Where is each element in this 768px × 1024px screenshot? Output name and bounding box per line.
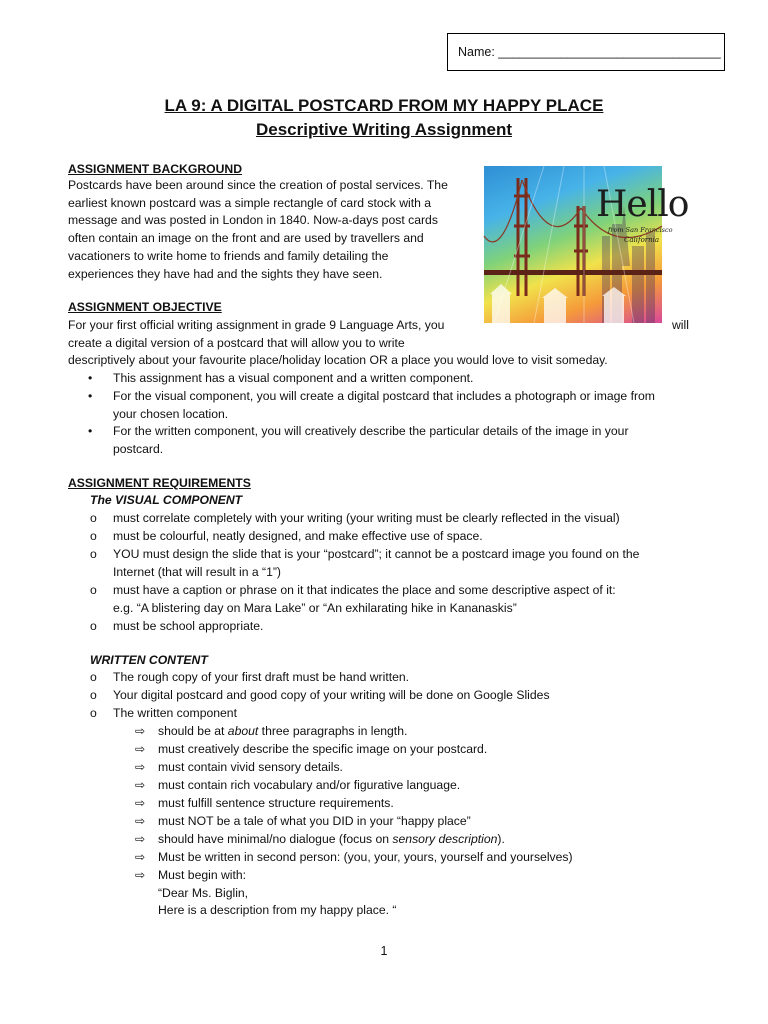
arrow-item-text: Must be written in second person: (you, your, yours, yourself and yourselves)	[158, 850, 573, 864]
circle-marker: o	[90, 688, 97, 702]
arrow-item-text: “Dear Ms. Biglin,	[158, 885, 249, 900]
bullet-text: postcard.	[113, 441, 164, 456]
arrow-icon: ⇨	[135, 796, 146, 810]
arrow-item-emphasis: about	[227, 724, 259, 738]
bullet-text: For the visual component, you will create a digital postcard that includes a photograph or image from	[113, 389, 655, 403]
background-line: message and was posted in London in 1840. Now-a-days post cards	[68, 213, 438, 228]
objective-line: For your first official writing assignment in grade 9 Language Arts, you	[68, 318, 445, 332]
postcard-hello-text: Hello	[596, 184, 689, 225]
visual-item-text: must be colourful, neatly designed, and make effective use of space.	[113, 529, 483, 543]
visual-component-heading: The VISUAL COMPONENT	[90, 493, 243, 507]
visual-item-text: e.g. “A blistering day on Mara Lake” or “An exhilarating hike in Kananaskis”	[113, 600, 517, 615]
bullet-marker: •	[88, 389, 93, 403]
circle-marker: o	[90, 511, 97, 525]
page-number: 1	[380, 944, 388, 958]
arrow-item-part: three paragraphs in length.	[258, 724, 408, 738]
arrow-item-text	[158, 723, 407, 741]
arrow-item-text: must creatively describe the specific image on your postcard.	[158, 742, 488, 756]
background-line: Postcards have been around since the creation of postal services. The	[68, 178, 448, 192]
written-item-text: The rough copy of your first draft must be hand written.	[113, 670, 410, 684]
arrow-icon: ⇨	[135, 832, 146, 846]
visual-item-text: YOU must design the slide that is your “postcard”; it cannot be a postcard image you found on the	[113, 547, 640, 561]
bullet-marker: •	[88, 424, 93, 438]
bullet-text: This assignment has a visual component and a written component.	[113, 371, 474, 385]
background-line: vacationers to write home to friends and family detailing the	[68, 248, 389, 263]
postcard-image	[484, 166, 689, 323]
arrow-item-part: ).	[497, 832, 505, 846]
arrow-item-text: Must begin with:	[158, 868, 247, 882]
written-content-heading: WRITTEN CONTENT	[90, 653, 208, 667]
arrow-item-text: must NOT be a tale of what you DID in your “happy place”	[158, 814, 471, 828]
requirements-heading: ASSIGNMENT REQUIREMENTS	[68, 476, 251, 490]
arrow-icon: ⇨	[135, 850, 146, 864]
background-line: experiences they have had and the sights they have seen.	[68, 266, 383, 281]
arrow-item-part: should be at	[158, 724, 228, 738]
background-line: often contain an image on the front and are used by travellers and	[68, 231, 424, 246]
visual-item-text: must correlate completely with your writing (your writing must be clearly reflected in the visual)	[113, 511, 620, 525]
bullet-text: For the written component, you will creatively describe the particular details of the image in your	[113, 424, 629, 438]
arrow-item-text: must contain vivid sensory details.	[158, 760, 343, 774]
arrow-icon: ⇨	[135, 814, 146, 828]
arrow-item-emphasis: sensory description	[392, 832, 498, 846]
page-title: LA 9: A DIGITAL POSTCARD FROM MY HAPPY PLACE	[164, 96, 604, 115]
circle-marker: o	[90, 529, 97, 543]
objective-line: create a digital version of a postcard that will allow you to write	[68, 335, 405, 350]
arrow-icon: ⇨	[135, 742, 146, 756]
visual-item-text: Internet (that will result in a “1”)	[113, 564, 281, 579]
objective-heading: ASSIGNMENT OBJECTIVE	[68, 300, 222, 314]
written-item-text: Your digital postcard and good copy of your writing will be done on Google Slides	[113, 688, 550, 702]
circle-marker: o	[90, 547, 97, 561]
objective-paragraph	[68, 317, 694, 370]
circle-marker: o	[90, 619, 97, 633]
postcard-small-text: from San Francisco	[608, 226, 673, 234]
postcard-small-text: California	[624, 236, 660, 244]
arrow-item-text: Here is a description from my happy place. “	[158, 903, 397, 918]
circle-marker: o	[90, 670, 97, 684]
arrow-item-text	[158, 831, 505, 849]
visual-item-text: must have a caption or phrase on it that indicates the place and some descriptive aspect of it:	[113, 583, 616, 597]
arrow-item-text: must contain rich vocabulary and/or figurative language.	[158, 778, 461, 792]
background-heading: ASSIGNMENT BACKGROUND	[68, 162, 243, 176]
background-paragraph	[68, 177, 468, 283]
objective-line-end: will	[672, 318, 689, 332]
arrow-icon: ⇨	[135, 760, 146, 774]
arrow-icon: ⇨	[135, 724, 146, 738]
circle-marker: o	[90, 706, 97, 720]
visual-item-text: must be school appropriate.	[113, 619, 264, 633]
background-line: earliest known postcard was a simple rectangle of card stock with a	[68, 195, 432, 210]
arrow-icon: ⇨	[135, 868, 146, 882]
written-item-text: The written component	[113, 706, 237, 720]
circle-marker: o	[90, 583, 97, 597]
bullet-text: your chosen location.	[113, 406, 229, 421]
name-field-box[interactable]: Name: ________________________________	[447, 33, 725, 71]
arrow-item-text: must fulfill sentence structure requirements.	[158, 796, 394, 810]
arrow-icon: ⇨	[135, 778, 146, 792]
objective-line: descriptively about your favourite place/holiday location OR a place you would love to visit someday.	[68, 353, 608, 368]
page-subtitle: Descriptive Writing Assignment	[256, 120, 512, 139]
arrow-item-part: should have minimal/no dialogue (focus on	[158, 832, 393, 846]
bullet-marker: •	[88, 371, 93, 385]
